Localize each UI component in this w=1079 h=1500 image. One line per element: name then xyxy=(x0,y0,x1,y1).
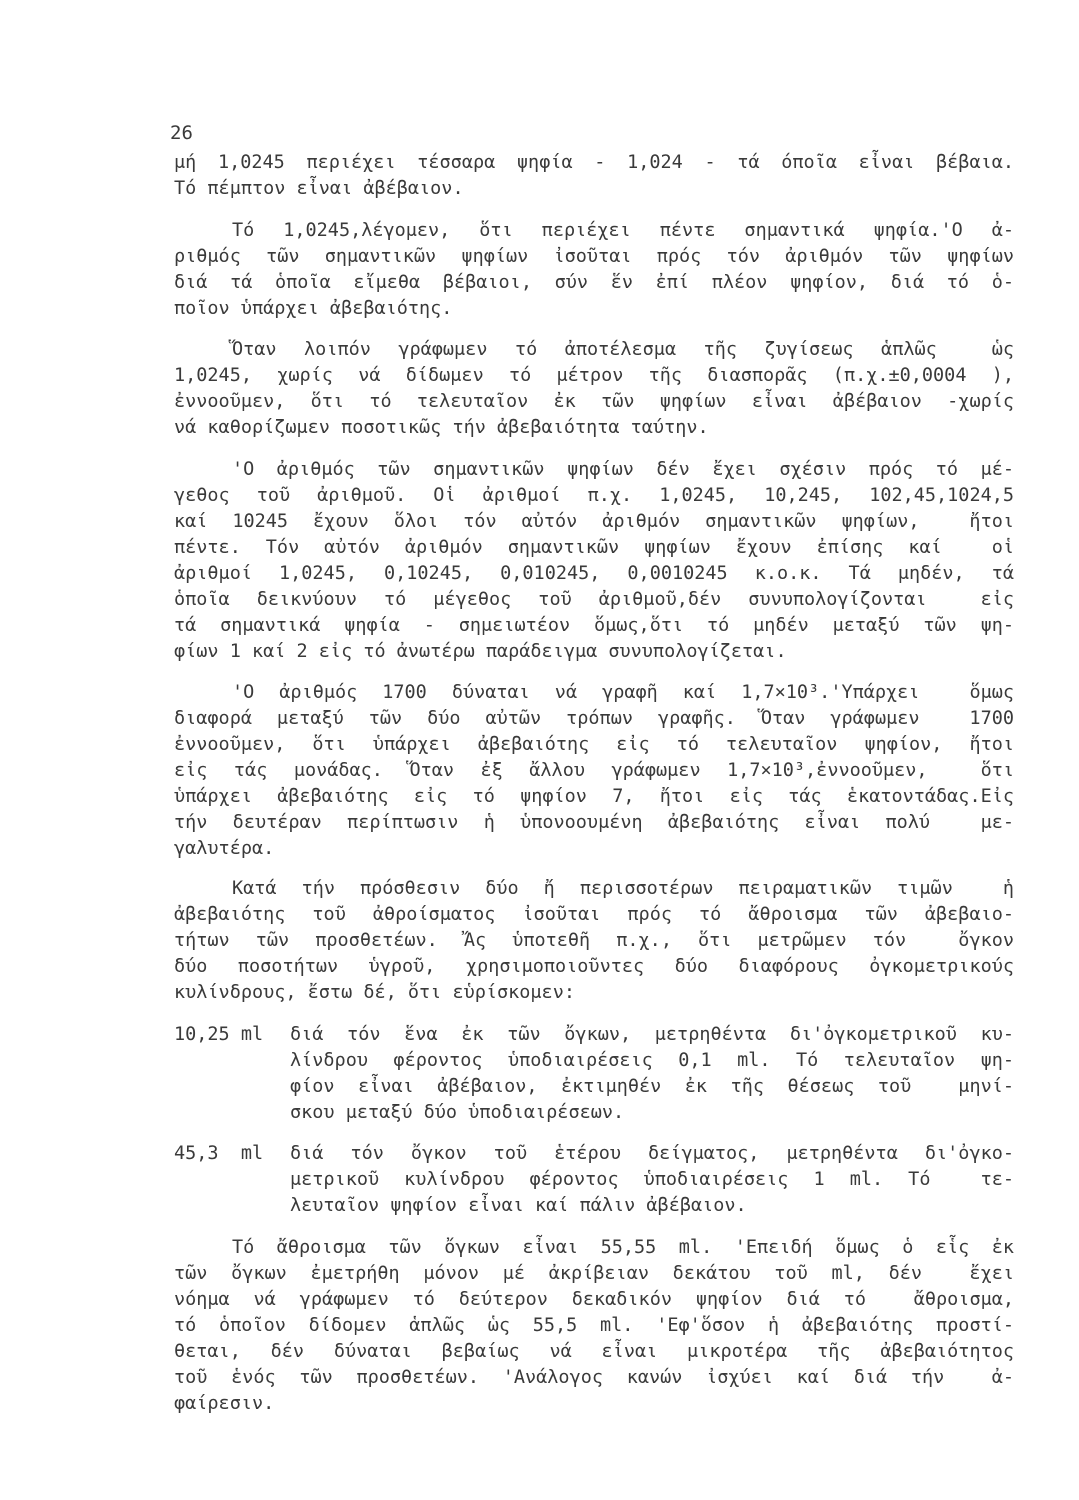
text-line: φαίρεσιν. xyxy=(174,1393,275,1414)
text-line: τοῦ ἑνός τῶν προσθετέων. 'Ανάλογος κανών ἰσχύει καί διά τήν ἀ- xyxy=(174,1367,1014,1388)
text-line: Κατά τήν πρόσθεσιν δύο ἤ περισσοτέρων πειραματικῶν τιμῶν ἡ xyxy=(232,878,1014,899)
text-line: τό ὁποῖον δίδομεν ἁπλῶς ὡς 55,5 ml. 'Εφ'ὅσον ἡ ἀβεβαιότης προστί- xyxy=(174,1315,1014,1336)
text-line: διά τόν ὄγκον τοῦ ἑτέρου δείγματος, μετρηθέντα δι'ὀγκο- xyxy=(290,1143,1014,1164)
text-line: διά τά ὁποῖα εἴμεθα βέβαιοι, σύν ἕν ἐπί πλέον ψηφίον, διά τό ὁ- xyxy=(174,272,1014,293)
text-line: 'Ο ἀριθμός τῶν σημαντικῶν ψηφίων δέν ἔχει σχέσιν πρός τό μέ- xyxy=(232,459,1014,480)
text-line: ἐννοοῦμεν, ὅτι ὑπάρχει ἀβεβαιότης εἰς τό τελευταῖον ψηφίον, ἤτοι xyxy=(174,734,1014,755)
text-line: 1,0245, χωρίς νά δίδωμεν τό μέτρον τῆς διασπορᾶς (π.χ.±0,0004 ), xyxy=(174,365,1014,386)
volume-label-2: 45,3 ml xyxy=(174,1143,264,1164)
text-line: νά καθορίζωμεν ποσοτικῶς τήν ἀβεβαιότητα ταύτην. xyxy=(174,417,709,438)
text-line: μή 1,0245 περιέχει τέσσαρα ψηφία - 1,024 - τά όποῖα εἶναι βέβαια. xyxy=(174,152,1014,173)
text-line: ἀβεβαιότης τοῦ ἀθροίσματος ἰσοῦται πρός τό ἄθροισμα τῶν ἀβεβαιο- xyxy=(174,904,1014,925)
text-line: μετρικοῦ κυλίνδρου φέροντος ὑποδιαιρέσεις 1 ml. Τό τε- xyxy=(290,1169,1014,1190)
text-line: εἰς τάς μονάδας. Ὅταν ἐξ ἄλλου γράφωμεν 1,7×10³,ἐννοοῦμεν, ὅτι xyxy=(174,760,1014,781)
text-line: ὑπάρχει ἀβεβαιότης εἰς τό ψηφίον 7, ἤτοι εἰς τάς ἑκατοντάδας.Εἰς xyxy=(174,786,1014,807)
text-line: σκου μεταξύ δύο ὑποδιαιρέσεων. xyxy=(290,1102,625,1123)
text-line: διά τόν ἕνα ἐκ τῶν ὄγκων, μετρηθέντα δι'ὀγκομετρικοῦ κυ- xyxy=(290,1024,1014,1045)
text-line: Τό 1,0245,λέγομεν, ὅτι περιέχει πέντε σημαντικά ψηφία.'Ο ἀ- xyxy=(232,220,1014,241)
text-line: κυλίνδρους, ἔστω δέ, ὅτι εὑρίσκομεν: xyxy=(174,982,575,1003)
text-line: γαλυτέρα. xyxy=(174,838,275,859)
text-line: ἐννοοῦμεν, ὅτι τό τελευταῖον ἐκ τῶν ψηφίων εἶναι ἀβέβαιον -χωρίς xyxy=(174,391,1014,412)
text-line: θεται, δέν δύναται βεβαίως νά εἶναι μικροτέρα τῆς ἀβεβαιότητος xyxy=(174,1341,1014,1362)
text-line: καί 10245 ἔχουν ὅλοι τόν αὐτόν ἀριθμόν σημαντικῶν ψηφίων, ἤτοι xyxy=(174,511,1014,532)
page-number: 26 xyxy=(170,122,193,144)
text-line: διαφορά μεταξύ τῶν δύο αὐτῶν τρόπων γραφῆς. Ὅταν γράφωμεν 1700 xyxy=(174,708,1014,729)
text-line: ριθμός τῶν σημαντικῶν ψηφίων ἰσοῦται πρός τόν ἀριθμόν τῶν ψηφίων xyxy=(174,246,1014,267)
text-line: ποῖον ὑπάρχει ἀβεβαιότης. xyxy=(174,298,453,319)
text-line: τῶν ὄγκων ἐμετρήθη μόνον μέ ἀκρίβειαν δεκάτου τοῦ ml, δέν ἔχει xyxy=(174,1263,1014,1284)
text-line: φίων 1 καί 2 εἰς τό ἀνωτέρω παράδειγμα συνυπολογίζεται. xyxy=(174,641,787,662)
text-line: 'Ο ἀριθμός 1700 δύναται νά γραφῆ καί 1,7×10³.'Υπάρχει ὅμως xyxy=(232,682,1014,703)
text-line: πέντε. Τόν αὐτόν ἀριθμόν σημαντικῶν ψηφίων ἔχουν ἐπίσης καί οἱ xyxy=(174,537,1014,558)
text-line: Τό πέμπτον εἶναι ἀβέβαιον. xyxy=(174,178,464,199)
text-line: φίον εἶναι ἀβέβαιον, ἐκτιμηθέν ἐκ τῆς θέσεως τοῦ μηνί- xyxy=(290,1076,1014,1097)
text-line: δύο ποσοτήτων ὑγροῦ, χρησιμοποιοῦντες δύο διαφόρους ὀγκομετρικούς xyxy=(174,956,1014,977)
text-line: τήτων τῶν προσθετέων. Ἄς ὑποτεθῆ π.χ., ὅτι μετρῶμεν τόν ὄγκον xyxy=(174,930,1014,951)
text-line: λευταῖον ψηφίον εἶναι καί πάλιν ἀβέβαιον. xyxy=(290,1195,747,1216)
text-line: Τό ἄθροισμα τῶν ὄγκων εἶναι 55,55 ml. 'Επειδή ὅμως ὁ εἷς ἐκ xyxy=(232,1237,1014,1258)
text-line: ὁποῖα δεικνύουν τό μέγεθος τοῦ ἀριθμοῦ,δέν συνυπολογίζονται εἰς xyxy=(174,589,1014,610)
text-line: νόημα νά γράφωμεν τό δεύτερον δεκαδικόν ψηφίον διά τό ἄθροισμα, xyxy=(174,1289,1014,1310)
text-line: ἀριθμοί 1,0245, 0,10245, 0,010245, 0,0010245 κ.ο.κ. Τά μηδέν, τά xyxy=(174,563,1014,584)
text-line: λίνδρου φέροντος ὑποδιαιρέσεις 0,1 ml. Τό τελευταῖον ψη- xyxy=(290,1050,1014,1071)
text-line: Ὅταν λοιπόν γράφωμεν τό ἀποτέλεσμα τῆς ζυγίσεως ἁπλῶς ὡς xyxy=(232,339,1014,360)
text-line: τήν δευτέραν περίπτωσιν ἡ ὑπονοουμένη ἀβεβαιότης εἶναι πολύ με- xyxy=(174,812,1014,833)
text-line: γεθος τοῦ ἀριθμοῦ. Οἱ ἀριθμοί π.χ. 1,0245, 10,245, 102,45,1024,5 xyxy=(174,485,1014,506)
volume-label-1: 10,25 ml xyxy=(174,1024,264,1045)
text-line: τά σημαντικά ψηφία - σημειωτέον ὅμως,ὅτι τό μηδέν μεταξύ τῶν ψη- xyxy=(174,615,1014,636)
